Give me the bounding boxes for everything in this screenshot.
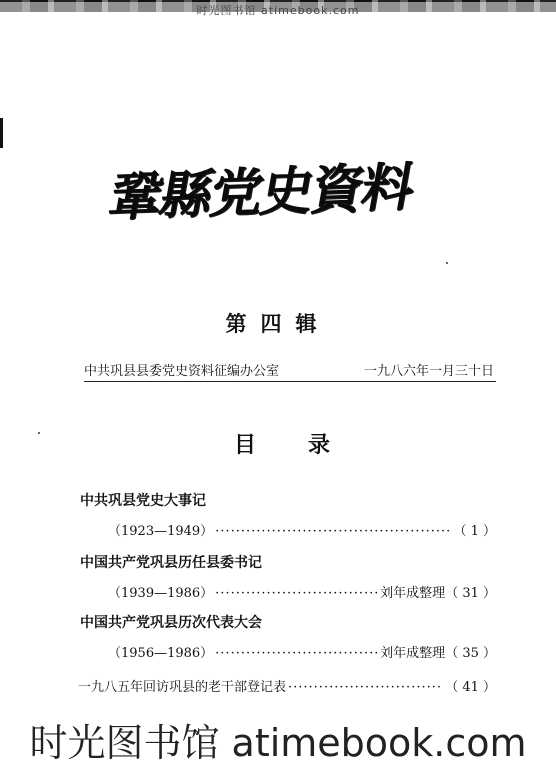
- toc-entry-range: （1939—1986）: [108, 586, 214, 601]
- issue-number: 第四辑: [225, 311, 331, 336]
- toc-entry-title: 一九八五年回访巩县的老干部登记表: [78, 680, 287, 695]
- publisher: 中共巩县县委党史资料征编办公室: [84, 364, 280, 379]
- dot-leader: [215, 646, 378, 661]
- toc-entry-range: （1956—1986）: [108, 646, 214, 661]
- publisher-line: [84, 360, 494, 379]
- document-title: 鞏縣党史資料: [104, 156, 418, 229]
- dot-leader: [288, 680, 443, 695]
- scan-left-mark: [0, 118, 7, 148]
- toc-entry-page: （ 31 ）: [445, 586, 496, 601]
- scan-speck: [446, 262, 448, 264]
- toc-heading: 目录: [233, 432, 382, 458]
- toc-entry-page: （ 1 ）: [453, 524, 496, 539]
- toc-entry-row: [108, 520, 496, 539]
- toc-entry-editor: 刘年成整理: [380, 646, 446, 661]
- toc-entry-row: [108, 582, 496, 601]
- toc-entry-row: [78, 676, 496, 695]
- divider-rule: [84, 381, 496, 382]
- toc-entry-row: [108, 642, 496, 661]
- toc-entry-range: （1923—1949）: [108, 524, 214, 539]
- toc-entry-title: 中国共产党巩县历次代表大会: [80, 615, 262, 631]
- toc-entry-page: （ 41 ）: [445, 680, 496, 695]
- header-watermark: 时光图书馆 atimebook.com: [0, 2, 556, 18]
- dot-leader: [215, 524, 451, 539]
- toc-entry-page: （ 35 ）: [445, 646, 496, 661]
- toc-entry-title: 中国共产党巩县历任县委书记: [80, 555, 262, 571]
- dot-leader: [215, 586, 378, 601]
- footer-watermark: 时光图书馆 atimebook.com: [29, 721, 527, 765]
- scan-speck: [38, 432, 40, 434]
- toc-entry-editor: 刘年成整理: [380, 586, 446, 601]
- toc-entry-title: 中共巩县党史大事记: [80, 493, 206, 509]
- publish-date: 一九八六年一月三十日: [363, 364, 494, 379]
